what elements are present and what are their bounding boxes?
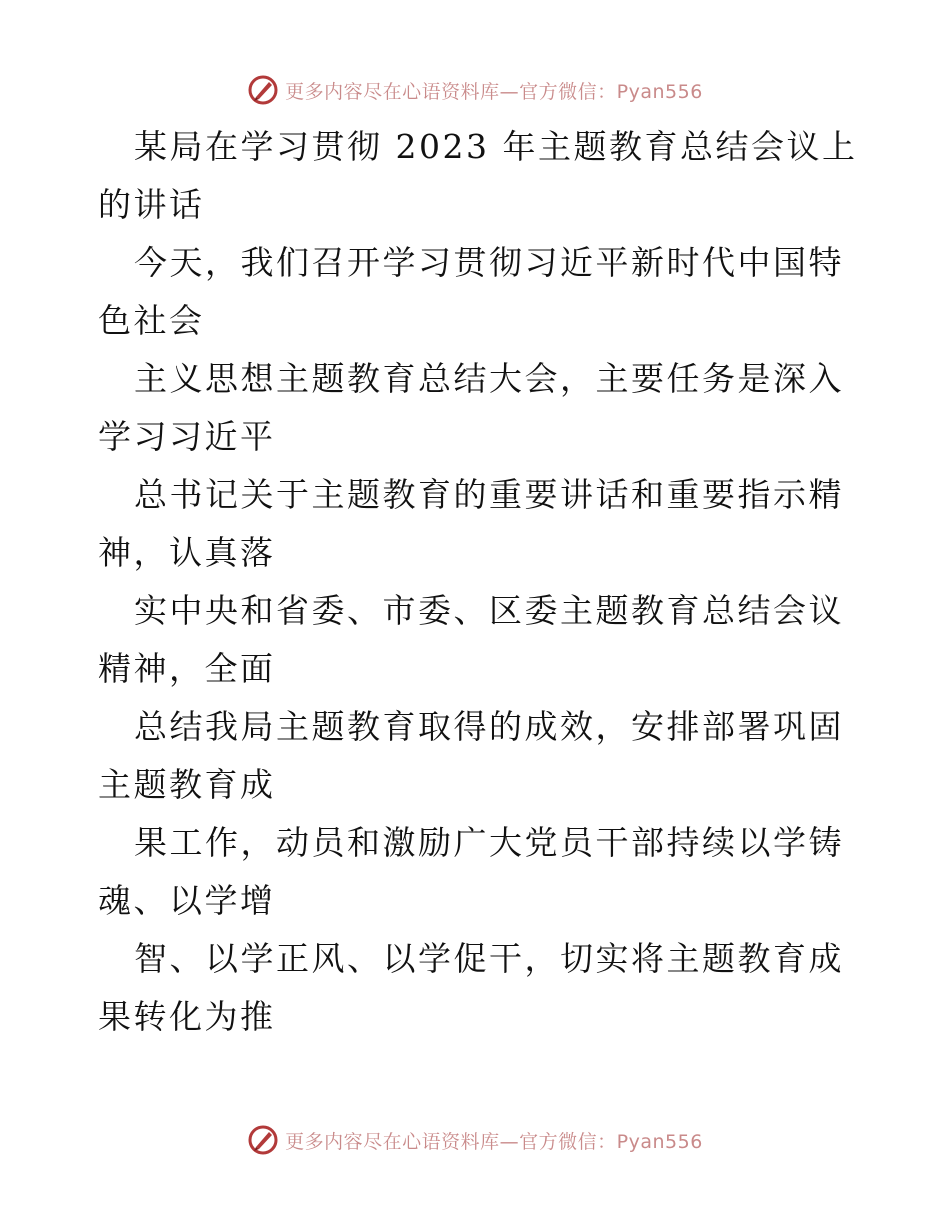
body-paragraph: 今天，我们召开学习贯彻习近平新时代中国特色社会 xyxy=(98,243,844,340)
quill-pen-logo-icon xyxy=(247,74,279,106)
body-paragraph: 主义思想主题教育总结大会，主要任务是深入学习习近平 xyxy=(98,359,844,456)
body-paragraph: 智、以学正风、以学促干，切实将主题教育成果转化为推 xyxy=(98,939,844,1036)
document-title-paragraph: 某局在学习贯彻 2023 年主题教育总结会议上的讲话 xyxy=(98,127,858,224)
quill-pen-logo-icon xyxy=(247,1124,279,1156)
footer-watermark xyxy=(0,1120,950,1160)
watermark-text: 更多内容尽在心语资料库—官方微信：Pyan556 xyxy=(285,80,703,103)
header-watermark xyxy=(0,70,950,110)
watermark-text: 更多内容尽在心语资料库—官方微信：Pyan556 xyxy=(285,1130,703,1153)
body-paragraph: 总结我局主题教育取得的成效，安排部署巩固主题教育成 xyxy=(98,707,844,804)
body-paragraph: 实中央和省委、市委、区委主题教育总结会议精神，全面 xyxy=(98,591,844,688)
body-paragraph: 总书记关于主题教育的重要讲话和重要指示精神，认真落 xyxy=(98,475,844,572)
document-body xyxy=(98,118,858,1046)
body-paragraph: 果工作，动员和激励广大党员干部持续以学铸魂、以学增 xyxy=(98,823,844,920)
